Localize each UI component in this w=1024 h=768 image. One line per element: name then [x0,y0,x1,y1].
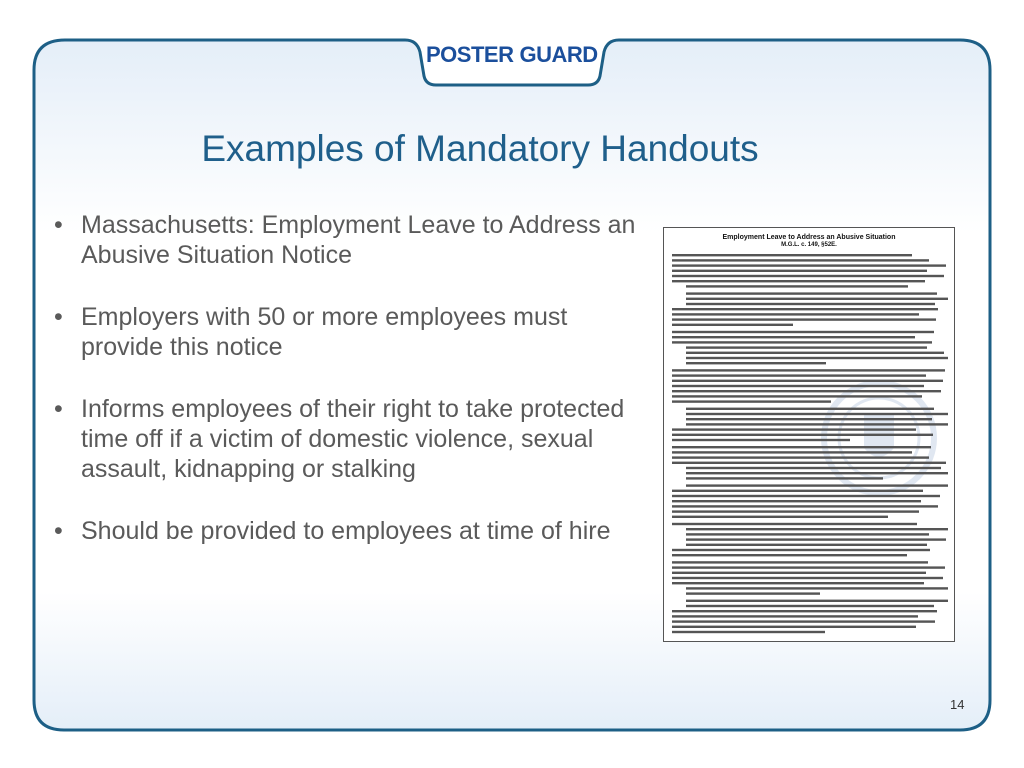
slide-title: Examples of Mandatory Handouts [201,128,759,169]
document-text-line [672,308,938,310]
document-text-line [672,254,912,256]
document-text-line [672,439,850,441]
page-number: 14 [950,697,965,712]
document-text-line [672,582,924,584]
document-text-line [672,495,940,497]
document-text-line [686,592,820,594]
document-text-line [672,615,918,617]
document-text-line [672,516,888,518]
logo-word-right: GUARD [519,42,598,67]
bullet-item [54,516,654,546]
document-text-line [686,303,935,305]
document-text-line [672,451,912,453]
document-text-line [672,270,927,272]
document-body-text [672,252,948,637]
bullet-marker: • [54,211,63,239]
document-text-line [672,620,935,622]
document-text-line [672,510,919,512]
document-text-line [686,477,883,479]
bullet-text: Massachusetts: Employment Leave to Address an Abusive Situation Notice [81,211,636,269]
document-text-line [672,434,933,436]
document-text-line [672,446,931,448]
bullet-item [54,302,654,362]
notice-document-image [663,227,955,642]
document-citation: M.G.L. c. 149, §52E. [781,242,837,248]
document-text-line [672,264,946,266]
document-text-line [672,390,941,392]
document-text-line [686,352,944,354]
document-text-line [686,528,948,530]
document-text-line [686,533,929,535]
bullet-item [54,210,654,270]
document-text-line [686,467,941,469]
document-text-line [672,259,929,261]
document-text-line [672,369,945,371]
document-text-line [672,631,825,633]
bullet-text: Should be provided to employees at time of hire [81,517,611,545]
document-text-line [672,500,921,502]
poster-guard-logo [426,37,598,73]
document-text-line [672,385,924,387]
document-text-line [686,605,934,607]
document-text-line [686,538,946,540]
document-text-line [672,331,934,333]
bullet-marker: • [54,395,63,423]
document-text-line [686,544,927,546]
document-text-line [672,400,831,402]
document-text-line [686,587,948,589]
bullet-marker: • [54,303,63,331]
document-text-line [672,554,907,556]
document-text-line [672,395,922,397]
document-text-line [686,298,948,300]
bullet-text: Employers with 50 or more employees must provide this notice [81,303,568,361]
document-text-line [686,362,826,364]
document-text-line [672,523,917,525]
document-text-line [672,577,943,579]
document-text-line [686,346,927,348]
document-text-line [672,505,938,507]
document-text-line [672,380,943,382]
document-text-line [672,324,793,326]
document-text-line [672,275,944,277]
document-text-line [672,318,936,320]
document-text-line [672,572,926,574]
document-text-line [672,462,946,464]
document-text-line [672,561,928,563]
document-text-line [672,490,923,492]
document-text-line [686,413,948,415]
bullet-marker: • [54,517,63,545]
document-text-line [686,423,948,425]
document-text-line [672,428,916,430]
bullet-text: Informs employees of their right to take protected time off if a victim of domestic violence, sexual assault, kidnapping or stalking [81,395,625,483]
bullet-list [54,210,654,578]
document-text-line [672,626,916,628]
logo-word-left: POSTER [426,42,514,67]
document-text-line [686,292,937,294]
document-text-line [686,285,908,287]
document-text-line [686,418,932,420]
document-text-line [672,566,945,568]
document-title: Employment Leave to Address an Abusive Situation [722,234,896,241]
document-text-line [672,280,925,282]
document-text-line [672,610,937,612]
document-text-line [672,336,915,338]
document-text-line [672,549,930,551]
bullet-item [54,394,654,484]
document-text-line [672,341,932,343]
document-text-line [686,472,948,474]
document-text-line [686,600,948,602]
document-text-line [672,374,926,376]
document-text-line [686,357,948,359]
document-text-line [686,408,934,410]
document-text-line [672,313,919,315]
document-text-line [686,484,948,486]
document-text-line [672,456,929,458]
